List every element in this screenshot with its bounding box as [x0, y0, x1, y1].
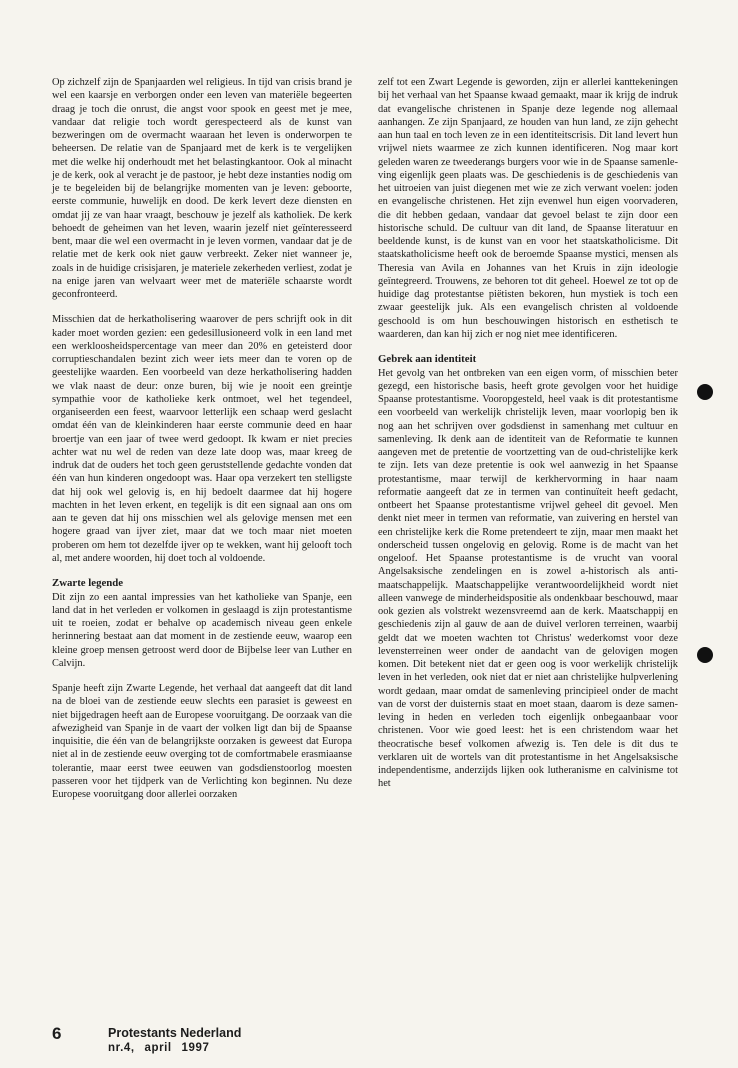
paragraph: Misschien dat de herkatholisering waarover de pers schrijft ook in dit kader moet worden gezien: een gedesillusioneerd volk in een land met een werkloosheidspercentage van meer dan 20% en geteisterd door corruptieschandalen bezint zich weer iets meer dan te voren op de geestelijke waarden. Een voorbeeld van deze herkatholisering hadden we vlak naast de deur: onze buren, bij wie je nooit een greintje sympathie voor de katholieke kerk ontmoet, wel het tegendeel, organiseerden een feest, waarvoor letterlijk een schaap werd geslacht omdat één van de kleinkinderen haar eerste communie deed en haar broertje van een jaar of twee werd gedoopt. Ik kwam er niet precies achter wat nu wel de reden van deze late doop was, maar kreeg de indruk dat de ouders het toch geen geruststellende gedachte vonden dat één van hun kinderen ongedoopt was. Haar opa verzekert ten stelligste dat hij ook wel gelovig is, en hij bedoelt daarmee dat hij hogere machten in het leven erkent, en tegelijk is dit een signaal aan ons om aan te geven dat hij ons misschien wel als gelovige mensen met een hogere graad van ijver ziet, maar dat we toch maar niet moeten proberen om hem tot dezelfde ijver op te wekken, want hij gelooft toch al, met andere woorden, hij doet toch al voldoende. [52, 314, 352, 564]
binder-hole-mark [697, 384, 713, 400]
paragraph: Dit zijn zo een aantal impressies van het katholieke van Spanje, een land dat in het verleden er volkomen in geslaagd is zijn protestantisme uit te roeien, zodat er behalve op academisch niveau geen enkele herinnering bestaat aan dat moment in de zestiende eeuw, waarop een kleine groep mensen getroost werd door de Bijbelse leer van Luther en Calvijn. [52, 591, 352, 669]
page-number: 6 [52, 1024, 62, 1043]
right-column [378, 76, 678, 803]
left-column [52, 76, 352, 813]
paragraph: Op zichzelf zijn de Spanjaarden wel religieus. In tijd van crisis brand je wel een kaarsje en verborgen onder een leven van materiële begeerten draag je toch die onrust, die angst voor spook en geest met je mee, vandaar dat religie toch wordt gerespecteerd als de kunst van bezweringen om de overmacht waaraan het leven is onderworpen te beheersen. De relatie van de Spanjaard met de kerk is te vergelijken met die welke hij onderhoudt met het belastingkantoor. Ook al minacht je de kerk, ook al veracht je de pastoor, je hebt deze instanties nodig om je te begeleiden bij de belangrijke momenten van je leven: geboorte, eerste communie, huwelijk en dood. De kerk levert deze diensten en omdat jij ze van haar vraagt, beschouw je jezelf als katholiek. De kerk behoedt de geheimen van het leven, waarin jezelf niet geïnteresseerd bent, maar die wel een overmacht in je leven vormen, vandaar dat je de relatie met de kerk ook niet gauw verbreekt. Zeker niet wanneer je, zoals in de huidige crisisjaren, je materiele zekerheden verliest, zodat je na enige jaren van welvaart weer met de materiële schaarste wordt geconfronteerd. [52, 77, 352, 300]
publication-title: Protestants Nederland [108, 1026, 242, 1040]
section-heading: Zwarte legende [52, 577, 124, 589]
paragraph: Het gevolg van het ontbreken van een eigen vorm, of misschien beter gezegd, een historische basis, heeft grote gevolgen voor het huidige Spaanse protestantisme. Vooropgesteld, heel vaak is dit protestantisme een voorbeeld van werkelijk christelijk leven, maar voorlopig ben ik nog aan het schrijven over godsdienst in samenhang met cultuur en samenleving. Ik denk aan de identiteit van de Reformatie te kunnen aangeven met de pretentie de voortzetting van de oud-christelijke kerk te zijn. Iets van deze pretentie is ook wel aanwezig in het Spaanse protestantisme, maar terwijl de kerkhervorming in haar naam reformatie aangeeft dat ze in termen van continuïteit heeft gedacht, ontbeert het Spaanse protestantisme vrijwel geheel dit gevoel. Men denkt niet meer in termen van reformatie, van zuivering en herstel van een christelijke kerk die Rome pretendeert te zijn, maar men maakt het onderscheid tussen ongelovig en gelovig. Rome is de macht van het ongeloof. Het Spaanse protestantisme is de vrucht van vooral Angelsaksische zendelingen en is zowel a-historisch als anti-maatschappelijk. Maatschappelijke verantwoordelijkheid wordt niet alleen vanwege de minderheidspositie als ondenkbaar beschouwd, maar ook gezien als volstrekt wezensvreemd aan de kerk. Maatschappij en geschiedenis zijn al gauw de aan de duivel verloren terreinen, waarbij geldt dat we moeten wachten tot Christus' wederkomst voor deze levensterreinen weer onder de aandacht van de gelovigen mogen komen. Dit betekent niet dat er geen oog is voor werkelijk christelijk leven in het verleden, ook niet dat er niet aan christelijke hulpverlening wordt gedaan, maar omdat de samenleving principieel onder de macht van de vorst der duisternis staat en moet staan, daarom is deze samenleving in heden en verleden toch eigenlijk onbegaanbaar voor christenen. Voor wie goed leest: het is een christendom waar het theocratische besef volkomen afwezig is. Ten dele is dit dus te verklaren uit de wortels van dit protestantisme in het Angelsaksische independentisme, anderzijds lijken ook lutheranisme en calvinisme tot het [378, 367, 678, 790]
paragraph: Spanje heeft zijn Zwarte Legende, het verhaal dat aangeeft dat dit land na de bloei van de zestiende eeuw slechts een parasiet is geweest en niet bijgedragen heeft aan de Europese vooruitgang. De oorzaak van die afwezigheid van Spanje in de vaart der volken ligt dan bij de Spaanse inquisitie, die één van de belangrijkste oorzaken is geweest dat Europa niet al in de zestiende eeuw overging tot de comfortmabele erasmiaanse tolerantie, maar eerst twee eeuwen van godsdienstoorlog moesten passeren voor het tijdperk van de Verlichting kon beginnen. Nu deze Europese vooruitgang door allerlei oorzaken [52, 683, 352, 800]
paragraph: zelf tot een Zwart Legende is geworden, zijn er allerlei kanttekeningen bij het verhaal van het Spaanse kwaad gemaakt, maar ik krijg de indruk dat evangelische christenen in Spanje deze legende nog allemaal aanhangen. Ze zijn Spanjaard, ze houden van hun land, ze zijn gehecht aan hun taal en toch leven ze in een identiteitscrisis. Dit land levert hun vrijwel niets waarmee ze zich kunnen identificeren. Nog maar kort geleden waren ze tweederangs burgers voor wie in de Spaanse samenleving eigenlijk geen plaats was. De geschiedenis is de geschiedenis van het uitroeien van juist diegenen met wie ze zich verwant voelen: joden en evangelische christenen. Het zijn evenwel hun eigen voorvaderen, die dit hebben gedaan, vandaar dat gevoel belast te zijn door een historische schuld. De cultuur van dit land, de Spaanse literatuur en beeldende kunst, is de kunst van en voor het staatskatholicisme. Dit staatskatholicisme heeft ook de beroemde Spaanse mystici, mensen als Theresia van Avila en Johannes van het Kruis in zijn ideologie geïntegreerd. Trouwens, ze behoren tot dit geheel. Hoewel ze tot op de huidige dag protestantse piëtisten bekoren, hun mystiek is toch een zwaar geestelijk juk. Als een evangelisch christen al voldoende geschoold is om hun beschouwingen historisch en esthetisch te waarderen, dan kan hij zich er nog niet mee identificeren. [378, 77, 678, 340]
issue-label: nr.4, april 1997 [108, 1042, 210, 1054]
section-heading: Gebrek aan identiteit [378, 353, 477, 365]
binder-hole-mark [697, 647, 713, 663]
